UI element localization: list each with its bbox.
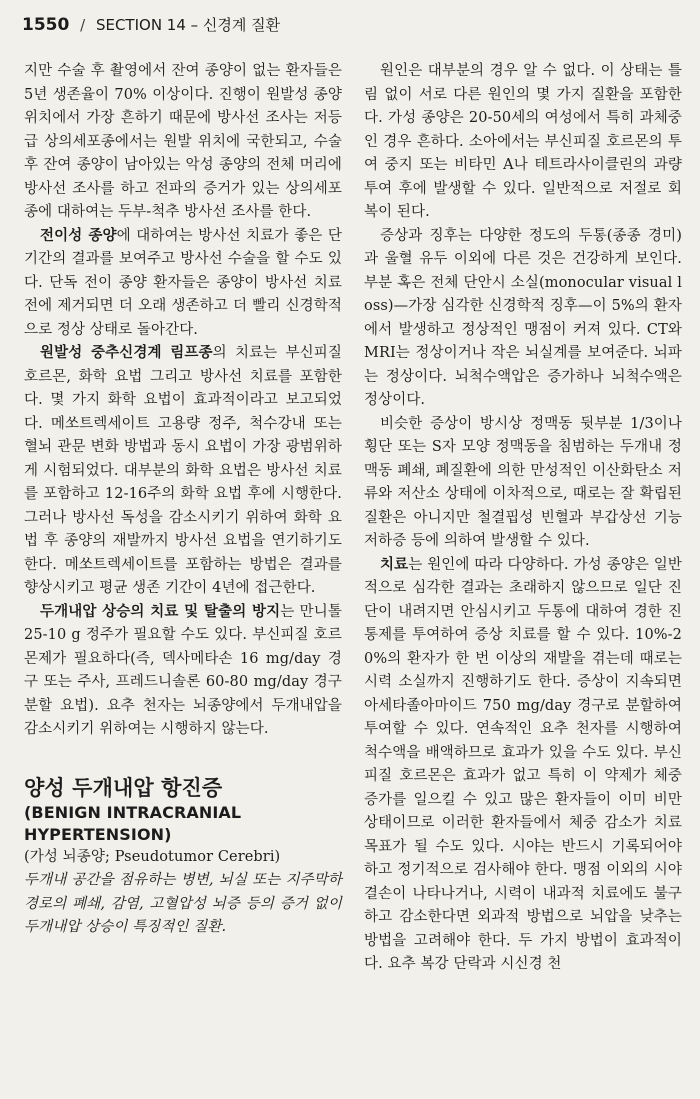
section-title: 양성 두개내압 항진증 bbox=[24, 775, 223, 800]
paragraph-etiology: 원인은 대부분의 경우 알 수 없다. 이 상태는 틀림 없이 서로 다른 원인의 몇 가지 질환을 포함한다. 가성 종양은 20-50세의 여성에서 특히 과체중인 경우 흔하다. 소아에서는 부신피질 호르몬의 투여 중지 또는 비타민 A나 테트라사이클린의 과량 투여 후에 발생할 수 있다. 일반적으로 저절로 회복이 된다. bbox=[364, 63, 682, 220]
section-definition: 두개내 공간을 점유하는 병변, 뇌실 또는 지주막하 경로의 폐쇄, 감염, 고혈압성 뇌증 등의 증거 없이 두개내압 상승이 특징적인 질환. bbox=[24, 872, 342, 935]
running-header bbox=[22, 12, 662, 38]
section-heading-block bbox=[24, 774, 342, 846]
paragraph-treatment: 치료는 원인에 따라 다양하다. 가성 종양은 일반적으로 심각한 결과는 초래하지 않으므로 일단 진단이 내려지면 안심시키고 두통에 대하여 경한 진통제를 투여하여 증상 치료를 할 수 있다. 10%-20%의 환자가 한 번 이상의 재발을 겪는데 때로는 시력 소실까지 진행하기도 한다. 증상이 지속되면 아세타졸아마이드 750 mg/day 경구로 분할하여 투여할 수 있다. 연속적인 요추 천자를 시행하여 척수액을 배액하므로 효과가 있을 수도 있다. 부신피질 호르몬은 효과가 없고 특히 이 약제가 체중 증가를 일으킬 수 있고 많은 환자들이 이미 비만 상태이므로 이러한 환자들에서 체중 감소가 치료 목표가 될 수도 있다. 시야는 반드시 기록되어야 하고 정기적으로 검사해야 한다. 맹점 이외의 시야 결손이 나타나거나, 시력이 내과적 치료에도 불구하고 감소한다면 외과적 방법으로 뇌압을 낮추는 방법을 고려해야 한다. 두 가지 방법이 효과적이다. 요추 복강 단락과 시신경 천 bbox=[364, 556, 682, 972]
header-separator: / bbox=[80, 16, 86, 34]
paragraph-ependymoma-continued: 지만 수술 후 촬영에서 잔여 종양이 없는 환자들은 5년 생존율이 70% 이상이다. 진행이 원발성 종양 위치에서 가장 흔하기 때문에 방사선 조사는 저등급 상의세포종에서는 원발 위치에 국한되고, 수술 후 잔여 종양이 남아있는 악성 종양의 전체 머리에 방사선 조사를 하고 전파의 증거가 있는 상의세포종에 대하여는 두부-척추 방사선 조사를 한다. bbox=[24, 63, 342, 220]
paragraph-symptoms: 증상과 징후는 다양한 정도의 두통(종종 경미)과 울혈 유두 이외에 다른 것은 건강하게 보인다. 부분 혹은 전체 단안시 소실(monocular visual loss)—가장 심각한 신경학적 징후—이 5%의 환자에서 발생하고 정상적인 맹점이 커져 있다. CT와 MRI는 정상이거나 작은 뇌실계를 보여준다. 뇌파는 정상이다. 뇌척수액압은 증가하나 뇌척수액은 정상이다. bbox=[364, 227, 682, 408]
term-icp-treatment: 두개내압 상승의 치료 및 탈출의 방지 bbox=[40, 603, 281, 620]
term-metastatic-tumor: 전이성 종양 bbox=[40, 227, 117, 244]
paragraph-similar-symptoms: 비슷한 증상이 방시상 정맥동 뒷부분 1/3이나 횡단 또는 S자 모양 정맥동을 침범하는 두개내 정맥동 폐쇄, 폐질환에 의한 만성적인 이산화탄소 저류와 저산소 상태에 이차적으로, 때로는 잘 확립된 질환은 아니지만 철결핍성 빈혈과 부갑상선 기능 저하증 등에 의하여 발생할 수 있다. bbox=[364, 415, 682, 549]
term-cns-lymphoma: 원발성 중추신경계 림프종 bbox=[40, 345, 213, 361]
right-column bbox=[364, 60, 682, 977]
section-english-title: (BENIGN INTRACRANIAL HYPERTENSION) bbox=[24, 802, 242, 844]
paragraph-icp-treatment: 두개내압 상승의 치료 및 탈출의 방지는 만니톨 25-10 g 정주가 필요할 수도 있다. 부신피질 호르몬제가 필요하다(즉, 덱사메타손 16 mg/day 경구 또는 주사, 프레드니솔론 60-80 mg/day 경구 분할 요법). 요추 천자는 뇌종양에서 두개내압을 감소시키기 위하여는 시행하지 않는다. bbox=[24, 603, 342, 737]
term-treatment: 치료 bbox=[380, 556, 409, 573]
section-alias: (가성 뇌종양; Pseudotumor Cerebri) bbox=[24, 848, 281, 865]
left-column bbox=[24, 60, 342, 940]
page-number: 1550 bbox=[22, 15, 70, 35]
paragraph-metastatic-tumor: 전이성 종양에 대하여는 방사선 치료가 좋은 단기간의 결과를 보여주고 방사선 수술을 할 수도 있다. 단독 전이 종양 환자들은 종양이 방사선 치료 전에 제거되면 더 오래 생존하고 더 빨리 신경학적으로 정상 상태로 돌아간다. bbox=[24, 227, 342, 338]
paragraph-cns-lymphoma: 원발성 중추신경계 림프종의 치료는 부신피질 호르몬, 화학 요법 그리고 방사선 치료를 포함한다. 몇 가지 화학 요법이 효과적이라고 보고되었다. 메쏘트렉세이트 고용량 정주, 척수강내 또는 혈뇌 관문 변화 방법과 동시 요법이 가장 광범위하게 시험되었다. 대부분의 화학 요법은 방사선 치료를 포함하고 12-16주의 화학 요법 후에 시행한다. 그러나 방사선 독성을 감소시키기 위하여 화학 요법 후 종양의 재발까지 방사선 요법을 연기하기도 한다. 메쏘트렉세이트를 포함하는 방법은 결과를 향상시키고 평균 생존 기간이 4년에 접근한다. bbox=[24, 345, 342, 596]
section-label: SECTION 14 – 신경계 질환 bbox=[95, 16, 281, 34]
